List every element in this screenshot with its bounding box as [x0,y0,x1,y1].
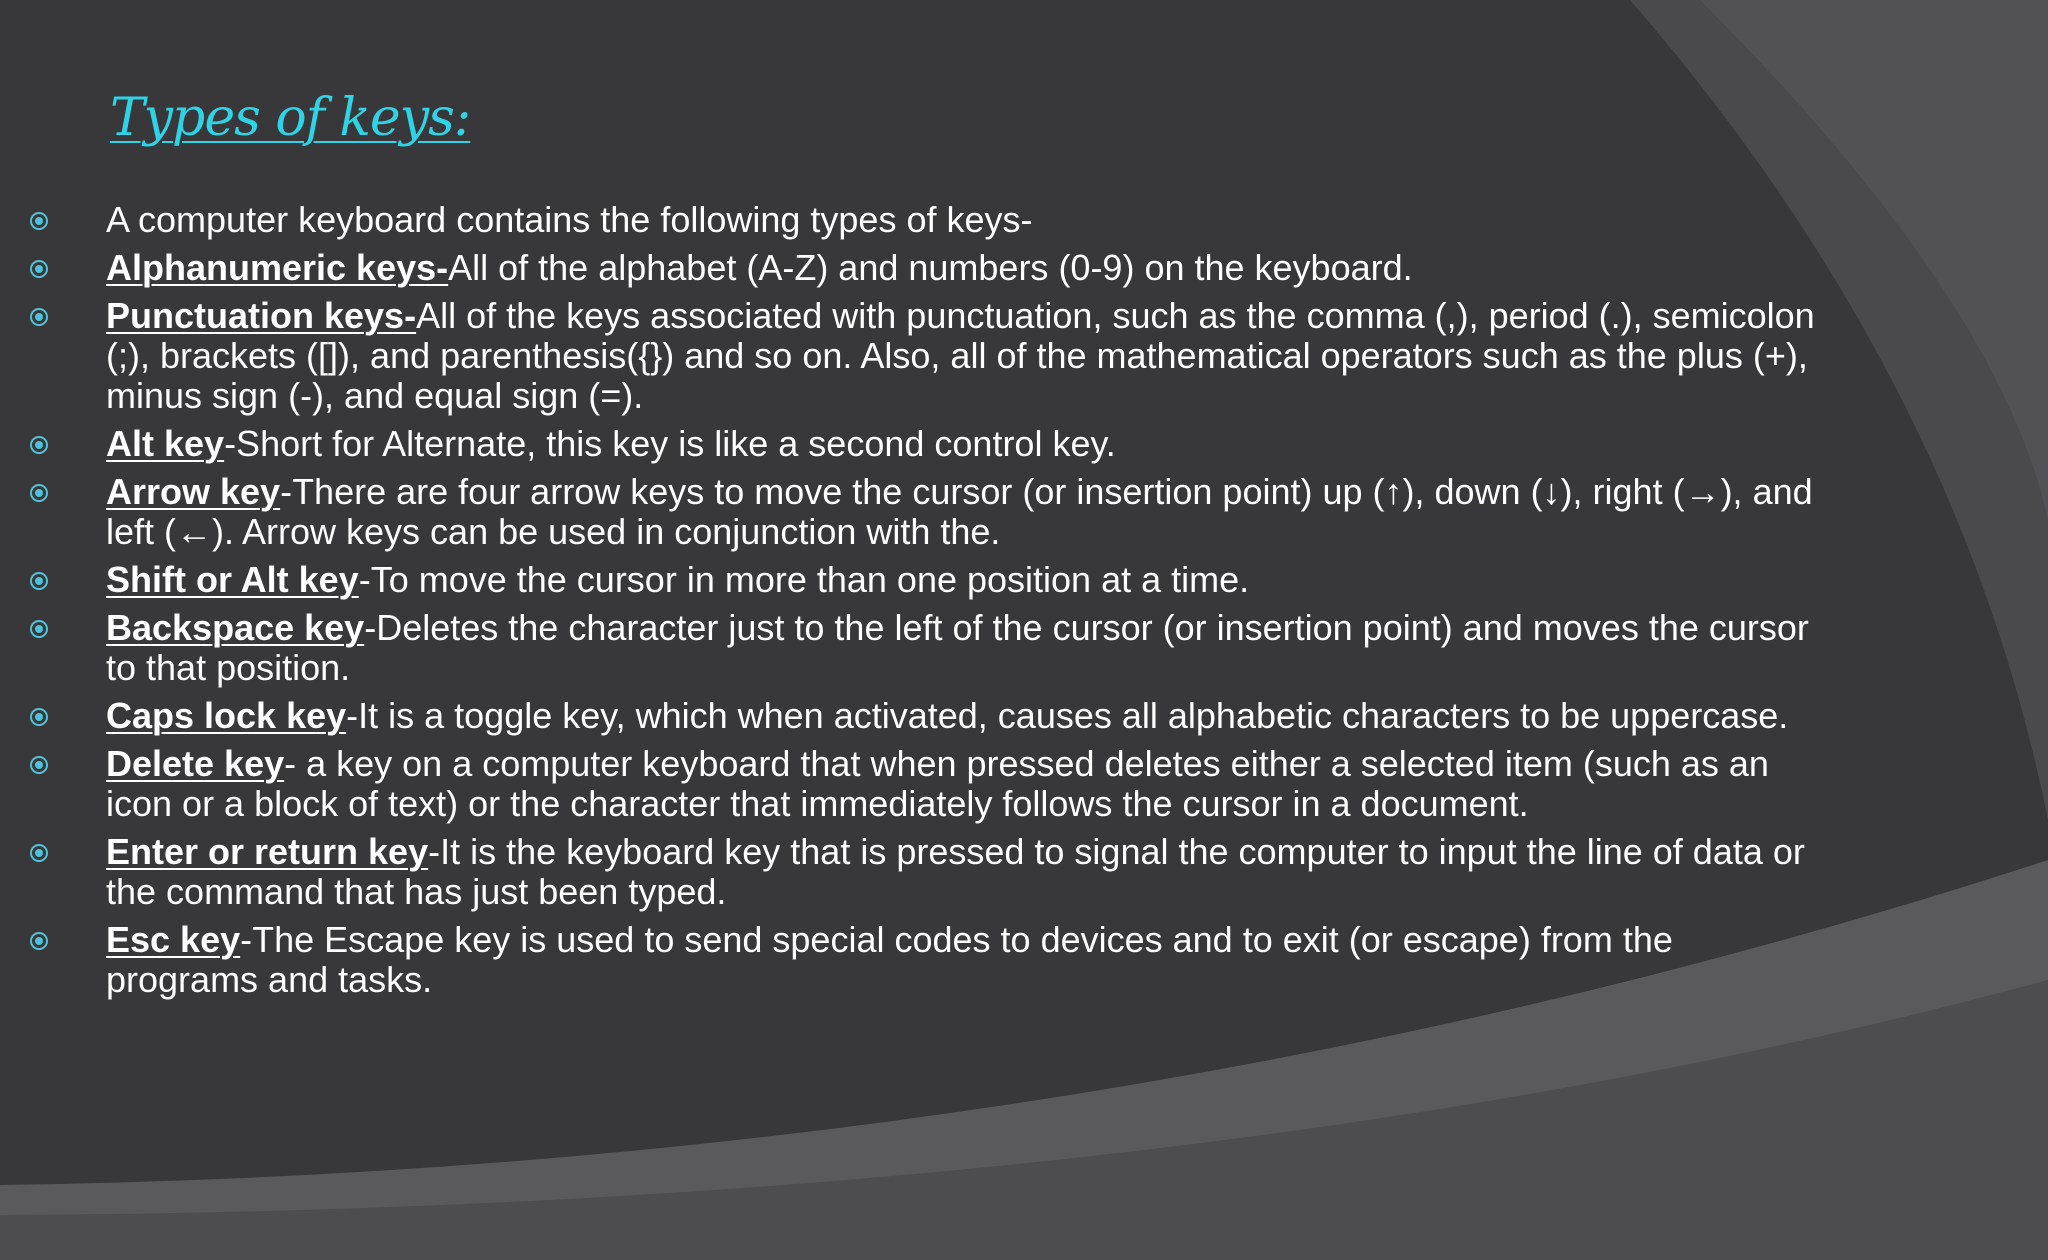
key-description: -Deletes the character just to the left of the cursor (or insertion point) and moves the cursor to that position. [106,607,1809,688]
key-description: All of the alphabet (A-Z) and numbers (0-9) on the keyboard. [448,247,1413,288]
circle-dot-icon [30,308,48,326]
list-item [0,248,1820,288]
list-item [0,424,1820,464]
key-description: -It is the keyboard key that is pressed to signal the computer to input the line of data or the command that has just been typed. [106,831,1805,912]
circle-dot-icon [30,620,48,638]
circle-dot-icon [30,708,48,726]
list-item [0,608,1820,688]
key-description: A computer keyboard contains the following types of keys- [106,199,1033,240]
list-item [0,560,1820,600]
list-item [0,296,1820,416]
list-item [0,472,1820,552]
key-description: -There are four arrow keys to move the cursor (or insertion point) up (↑), down (↓), right (→), and left (←). Arrow keys can be used in conjunction with the. [106,471,1813,552]
list-item [0,920,1820,1000]
circle-dot-icon [30,212,48,230]
list-item [0,832,1820,912]
key-description: All of the keys associated with punctuation, such as the comma (,), period (.), semicolon (;), brackets ([]), and parenthesis({}) and so on. Also, all of the mathematical operators such as the plus (+), minus sign (-), and equal sign (=). [106,295,1815,416]
key-description: - a key on a computer keyboard that when pressed deletes either a selected item (such as an icon or a block of text) or the character that immediately follows the cursor in a document. [106,743,1769,824]
key-term: Esc key [106,919,241,960]
key-term: Caps lock key [106,695,347,736]
key-description: -To move the cursor in more than one position at a time. [358,559,1250,600]
key-term: Delete key [106,743,285,784]
bullet-list [0,200,1820,1008]
key-description: -The Escape key is used to send special codes to devices and to exit (or escape) from the programs and tasks. [106,919,1673,1000]
circle-dot-icon [30,436,48,454]
circle-dot-icon [30,484,48,502]
circle-dot-icon [30,844,48,862]
circle-dot-icon [30,572,48,590]
list-item [0,200,1820,240]
key-term: Alphanumeric keys- [106,247,449,288]
key-term: Arrow key [106,471,281,512]
circle-dot-icon [30,756,48,774]
list-item [0,744,1820,824]
circle-dot-icon [30,260,48,278]
key-term: Shift or Alt key [106,559,359,600]
key-term: Punctuation keys- [106,295,417,336]
key-term: Enter or return key [106,831,429,872]
key-description: -Short for Alternate, this key is like a second control key. [224,423,1116,464]
key-description: -It is a toggle key, which when activated, causes all alphabetic characters to be uppercase. [346,695,1789,736]
slide-title: Types of keys: [110,88,471,148]
key-term: Backspace key [106,607,365,648]
list-item [0,696,1820,736]
key-term: Alt key [106,423,225,464]
circle-dot-icon [30,932,48,950]
